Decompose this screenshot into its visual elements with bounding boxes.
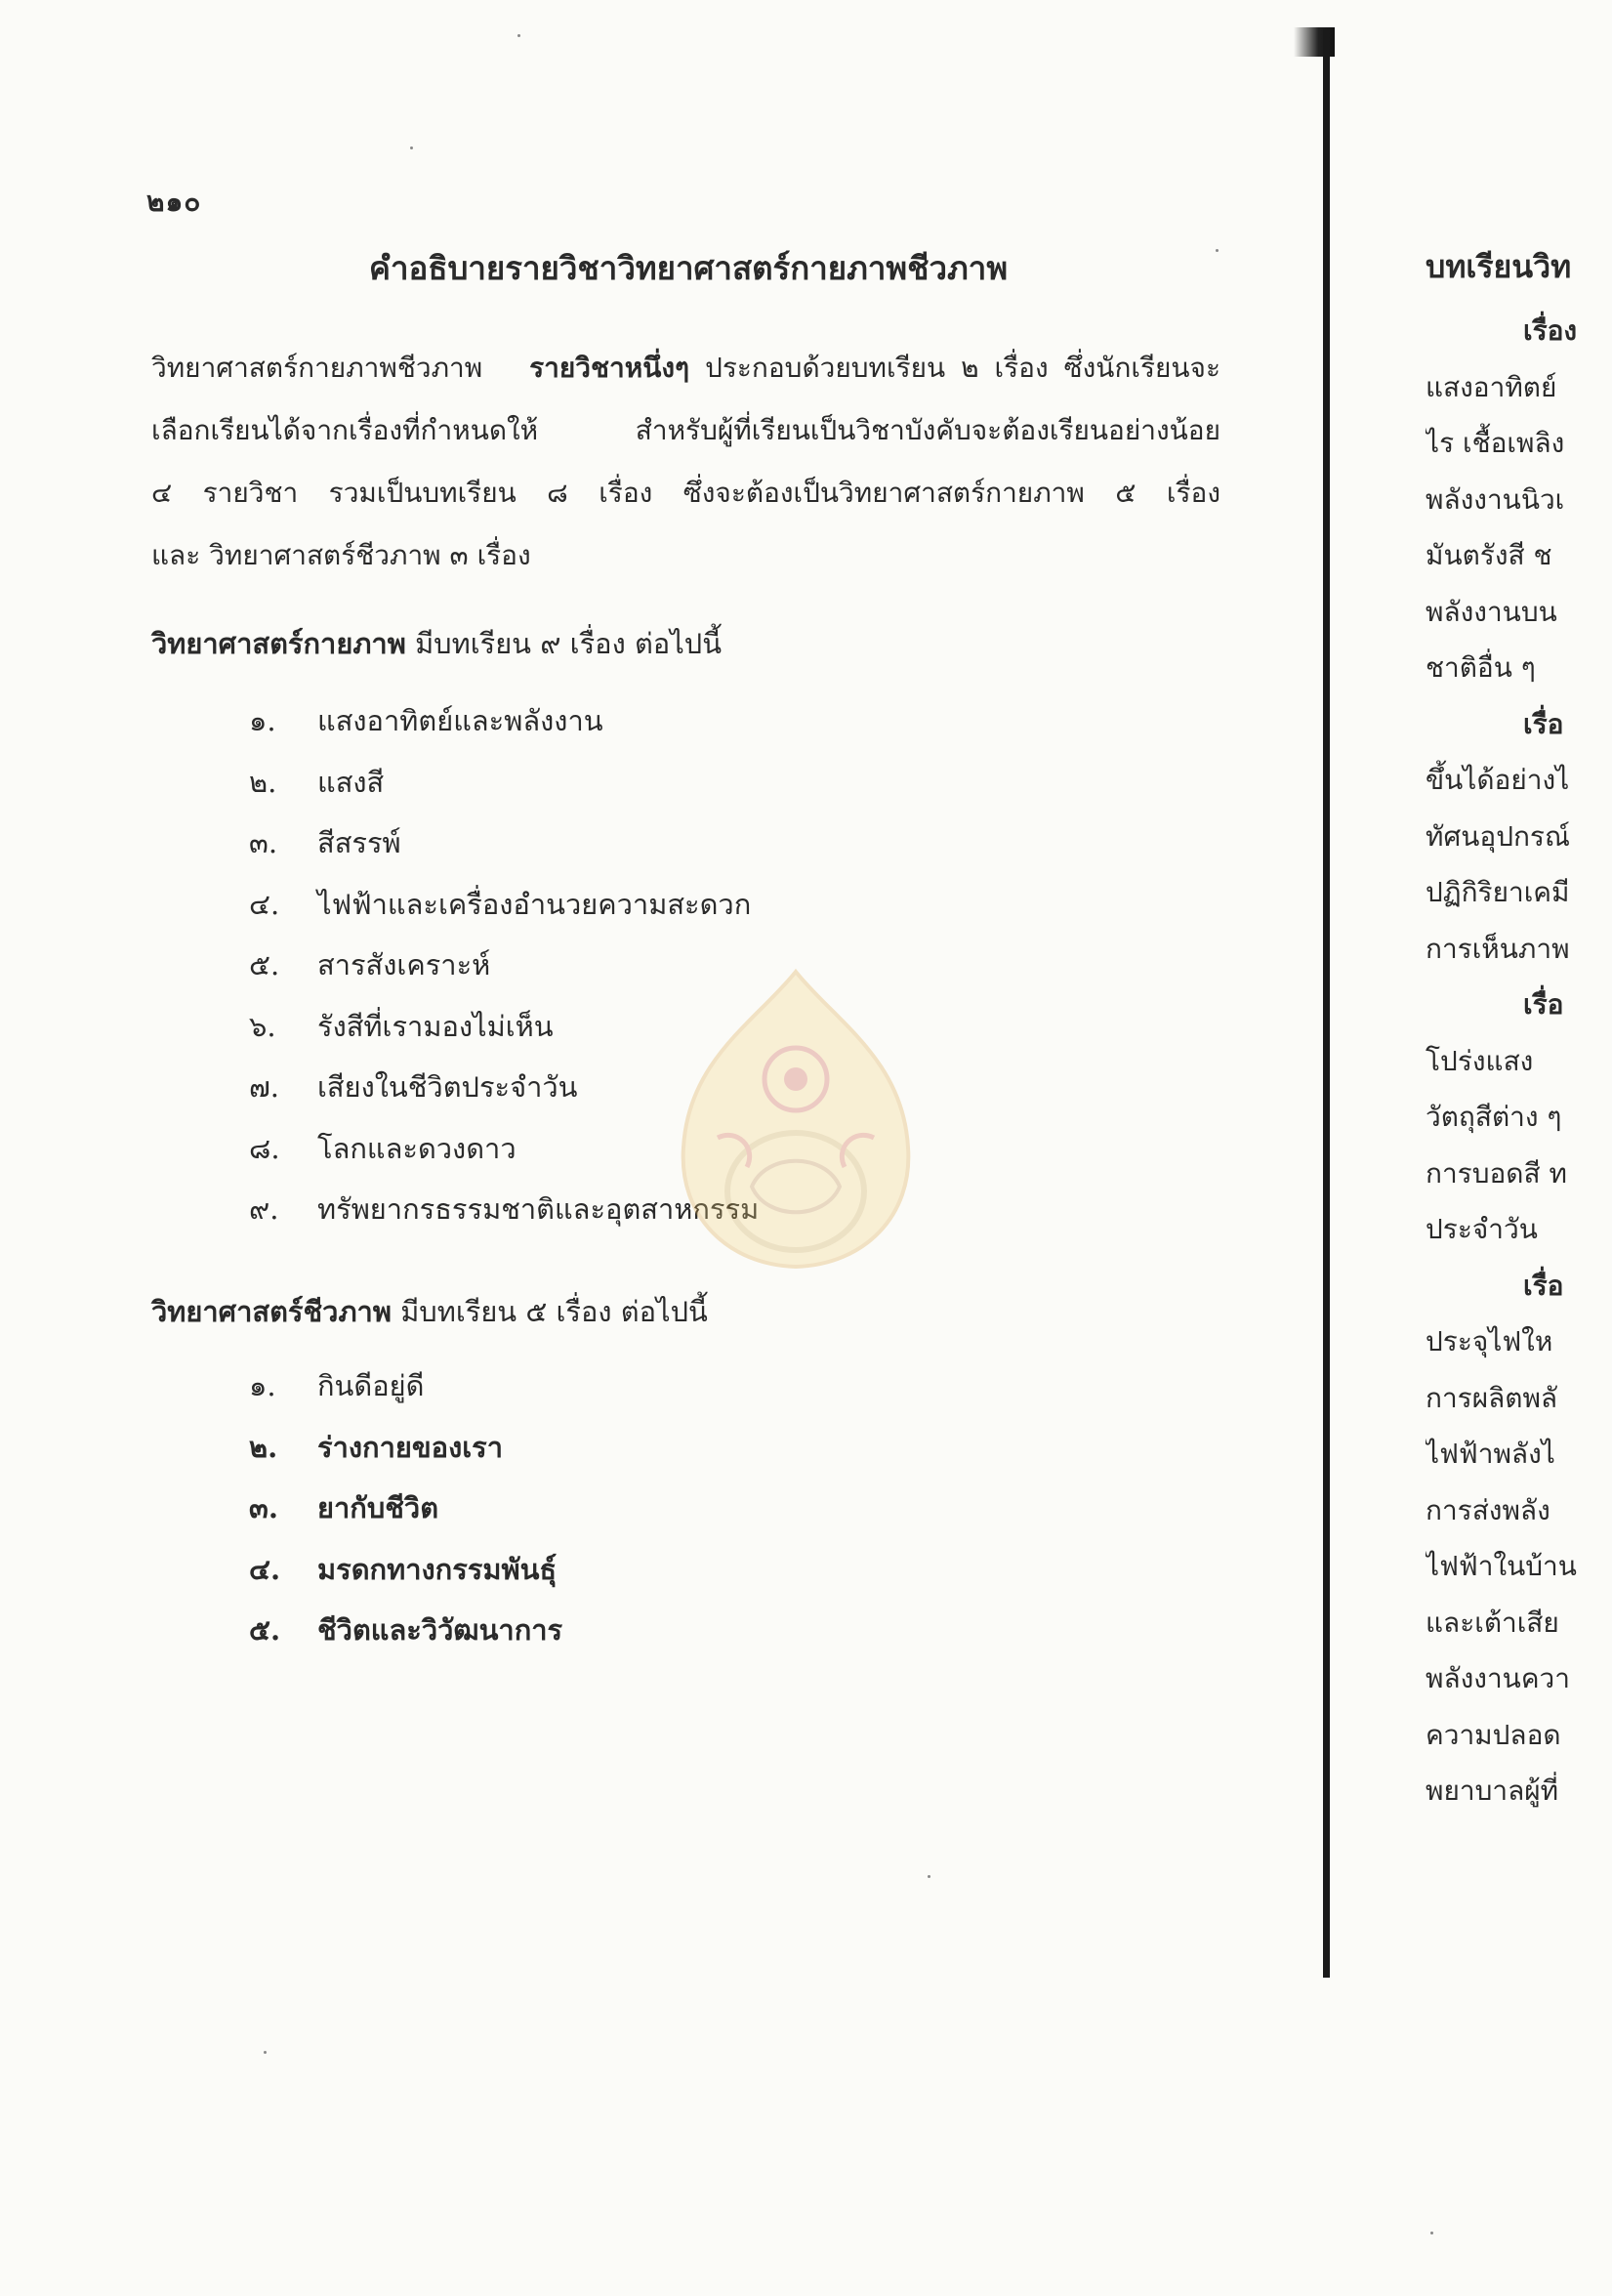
- scan-speck: [1216, 249, 1219, 252]
- adjacent-page-line: วัตถุสีต่าง ๆ: [1426, 1101, 1562, 1133]
- list-item-label: ทรัพยากรธรรมชาติและอุตสาหกรรม: [317, 1192, 760, 1226]
- scan-speck: [264, 2051, 267, 2054]
- adjacent-page-line: พลังงานควา: [1426, 1662, 1570, 1694]
- list-item-number: ๘.: [249, 1131, 280, 1165]
- list-item-label: กินดีอยู่ดี: [317, 1369, 425, 1402]
- intro-bold-phrase: รายวิชาหนึ่งๆ: [529, 352, 690, 384]
- list-item-label: โลกและดวงดาว: [317, 1131, 517, 1165]
- adjacent-page-line: ทัศนอุปกรณ์: [1426, 819, 1570, 853]
- list-item-number: ๑.: [249, 1369, 276, 1402]
- page-title: คำอธิบายรายวิชาวิทยาศาสตร์กายภาพชีวภาพ: [368, 249, 1009, 287]
- biological-topic-list: [249, 1356, 562, 1661]
- adjacent-page-line: ไร เชื้อเพลิง: [1426, 427, 1565, 459]
- biological-heading-rest: มีบทเรียน ๕ เรื่อง ต่อไปนี้: [400, 1295, 708, 1328]
- list-item-label: ร่างกายของเรา: [317, 1430, 504, 1464]
- adjacent-page-line: ปฏิกิริยาเคมี: [1426, 876, 1570, 908]
- scan-speck: [928, 1875, 930, 1878]
- list-item-label: มรดกทางกรรมพันธุ์: [317, 1552, 558, 1586]
- list-item-label: ชีวิตและวิวัฒนาการ: [317, 1613, 563, 1647]
- page-number: ๒๑๐: [146, 186, 202, 218]
- list-item: [249, 813, 759, 874]
- scan-speck: [1430, 2232, 1433, 2234]
- list-item: [249, 1356, 562, 1417]
- intro-line-1: [151, 337, 1220, 399]
- list-item-number: ๙.: [249, 1192, 279, 1226]
- list-item-label: สารสังเคราะห์: [317, 948, 491, 981]
- list-item-number: ๕.: [249, 948, 280, 981]
- list-item-number: ๔.: [249, 887, 280, 921]
- list-item-label: เสียงในชีวิตประจำวัน: [317, 1070, 578, 1104]
- adjacent-page-line: ไฟฟ้าพลังไ: [1426, 1438, 1555, 1470]
- scan-speck: [517, 34, 520, 37]
- seal-watermark-icon: [659, 962, 932, 1274]
- intro-line-4: และ วิทยาศาสตร์ชีวภาพ ๓ เรื่อง: [151, 539, 531, 571]
- list-item: [249, 1478, 562, 1539]
- intro-rest: ประกอบด้วยบทเรียน ๒ เรื่อง ซึ่งนักเรียนจะ: [705, 352, 1221, 384]
- page-binding: [1323, 29, 1330, 1978]
- list-item-number: ๑.: [249, 704, 276, 737]
- adjacent-page-line: และเต้าเสีย: [1426, 1606, 1559, 1639]
- list-item: [249, 1417, 562, 1479]
- adjacent-page-line: แสงอาทิตย์: [1426, 370, 1557, 403]
- intro-line-3: ๔ รายวิชา รวมเป็นบทเรียน ๘ เรื่อง ซึ่งจะต้องเป็นวิทยาศาสตร์กายภาพ ๕ เรื่อง: [151, 477, 1220, 509]
- adjacent-page-line: การส่งพลัง: [1426, 1493, 1550, 1526]
- adjacent-page-lines: [1426, 303, 1612, 1819]
- list-item: [249, 690, 759, 752]
- adjacent-page-line: ประจุไฟให: [1426, 1325, 1553, 1357]
- intro-subject: วิทยาศาสตร์กายภาพชีวภาพ: [151, 352, 483, 384]
- adjacent-page-line: พยาบาลผู้ที่: [1426, 1774, 1559, 1807]
- list-item-label: ยากับชีวิต: [317, 1491, 439, 1524]
- list-item-number: ๔.: [249, 1552, 281, 1586]
- adjacent-page-line: พลังงานนิวเ: [1426, 482, 1565, 516]
- list-item: [249, 1539, 562, 1601]
- adjacent-page-line: ขึ้นได้อย่างไ: [1426, 764, 1570, 796]
- list-item-number: ๓.: [249, 826, 278, 859]
- adjacent-page-line: โปร่งแสง: [1426, 1044, 1534, 1077]
- adjacent-page-line: มันตรังสี ช: [1426, 539, 1552, 571]
- adjacent-page-line: เรื่อ: [1523, 1269, 1564, 1302]
- adjacent-page-line: พลังงานบน: [1426, 595, 1557, 628]
- adjacent-page-line: ไฟฟ้าในบ้าน: [1426, 1550, 1577, 1582]
- list-item: [249, 752, 759, 814]
- list-item-label: รังสีที่เรามองไม่เห็น: [317, 1009, 554, 1043]
- adjacent-page-line: ความปลอด: [1426, 1718, 1561, 1751]
- adjacent-page-line: การผลิตพลั: [1426, 1381, 1558, 1414]
- physical-heading-label: วิทยาศาสตร์กายภาพ: [151, 627, 406, 660]
- list-item-number: ๒.: [249, 1430, 278, 1464]
- list-item-label: ไฟฟ้าและเครื่องอำนวยความสะดวก: [317, 887, 752, 921]
- list-item-label: แสงสี: [317, 765, 385, 799]
- physical-heading-rest: มีบทเรียน ๙ เรื่อง ต่อไปนี้: [415, 627, 723, 660]
- adjacent-page-title: บทเรียนวิท: [1426, 248, 1572, 285]
- list-item-number: ๕.: [249, 1613, 281, 1647]
- scan-speck: [410, 146, 413, 149]
- list-item-label: สีสรรพ์: [317, 826, 401, 859]
- physical-section-heading: [151, 621, 722, 666]
- intro-paragraph: [151, 337, 1220, 587]
- list-item-label: แสงอาทิตย์และพลังงาน: [317, 704, 603, 737]
- adjacent-page-line: ชาติอื่น ๆ: [1426, 651, 1536, 684]
- adjacent-page-line: เรื่อง: [1523, 314, 1578, 347]
- biological-heading-label: วิทยาศาสตร์ชีวภาพ: [151, 1295, 392, 1328]
- adjacent-page-line: การเห็นภาพ: [1426, 932, 1570, 965]
- adjacent-page-line: เรื่อ: [1523, 707, 1564, 740]
- adjacent-page-line: การบอดสี ท: [1426, 1156, 1567, 1190]
- adjacent-page-fragment: [1426, 242, 1612, 1819]
- biological-section-heading: [151, 1289, 708, 1334]
- list-item-number: ๖.: [249, 1009, 276, 1043]
- intro-line-2: เลือกเรียนได้จากเรื่องที่กำหนดให้ สำหรับผู้ที่เรียนเป็นวิชาบังคับจะต้องเรียนอย่างน้อย: [151, 414, 1220, 446]
- list-item-number: ๓.: [249, 1491, 278, 1524]
- adjacent-page-line: เรื่อ: [1523, 988, 1564, 1021]
- list-item: [249, 1600, 562, 1661]
- list-item: [249, 874, 759, 936]
- list-item-number: ๒.: [249, 765, 277, 799]
- list-item-number: ๗.: [249, 1070, 280, 1104]
- adjacent-page-line: ประจำวัน: [1426, 1213, 1538, 1245]
